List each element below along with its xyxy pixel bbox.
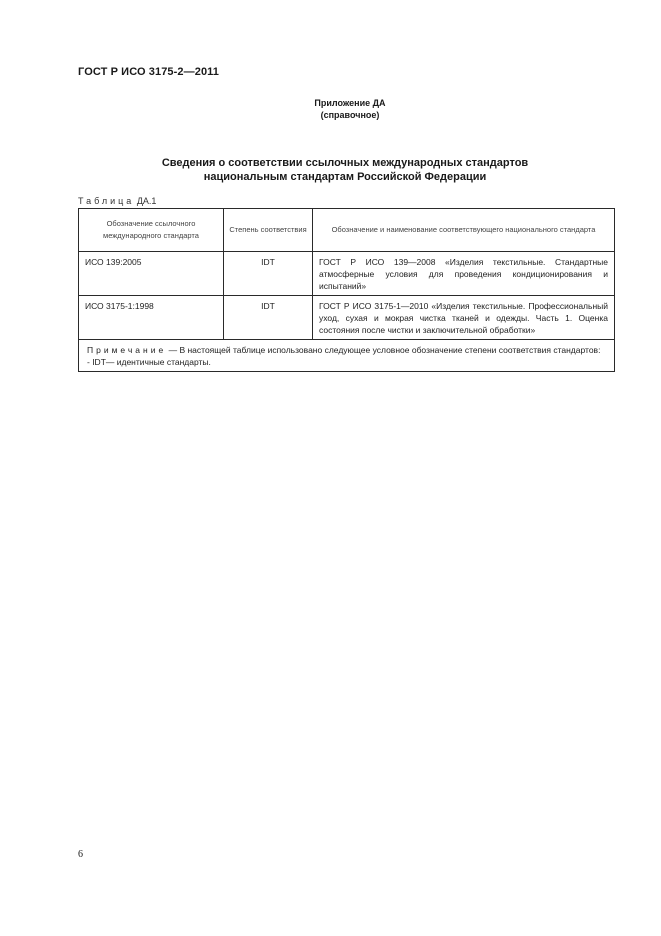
table-row xyxy=(79,296,615,340)
cell-national-standard: ГОСТ Р ИСО 3175-1—2010 «Изделия текстильные. Профессиональный уход, сухая и мокрая чистка тканей и одежды. Часть 1. Оценка состояния после чистки и заключительной обработки» xyxy=(313,296,615,340)
header-degree: Степень соответствия xyxy=(224,209,313,252)
table-note-row xyxy=(79,340,615,372)
note-label: Примечание xyxy=(87,345,167,355)
appendix-heading xyxy=(0,97,661,121)
note-item: - IDT— идентичные стандарты. xyxy=(87,357,211,367)
table-note xyxy=(79,340,615,372)
section-title xyxy=(0,156,661,184)
appendix-subtitle: (справочное) xyxy=(320,110,380,120)
table-caption-word: Таблица xyxy=(78,196,135,206)
document-code-header: ГОСТ Р ИСО 3175-2—2011 xyxy=(78,66,219,78)
header-national-standard: Обозначение и наименование соответствующего национального стандарта xyxy=(313,209,615,252)
standards-correspondence-table xyxy=(78,208,615,372)
appendix-title: Приложение ДА xyxy=(314,98,386,108)
section-title-line-2: национальным стандартам Российской Федерации xyxy=(203,171,487,183)
header-intl-standard: Обозначение ссылочного международного стандарта xyxy=(79,209,224,252)
cell-intl-standard: ИСО 139:2005 xyxy=(79,252,224,296)
cell-national-standard: ГОСТ Р ИСО 139—2008 «Изделия текстильные. Стандартные атмосферные условия для проведения кондиционирования и испытаний» xyxy=(313,252,615,296)
table-row xyxy=(79,252,615,296)
section-title-line-1: Сведения о соответствии ссылочных международных стандартов xyxy=(161,157,529,169)
table-caption-id: ДА.1 xyxy=(136,196,157,206)
table-caption xyxy=(78,196,156,206)
cell-degree: IDT xyxy=(224,296,313,340)
cell-intl-standard: ИСО 3175-1:1998 xyxy=(79,296,224,340)
page-number: 6 xyxy=(78,849,83,860)
table-header-row xyxy=(79,209,615,252)
note-text: — В настоящей таблице использовано следующее условное обозначение степени соответствия стандартов: xyxy=(168,345,601,355)
cell-degree: IDT xyxy=(224,252,313,296)
